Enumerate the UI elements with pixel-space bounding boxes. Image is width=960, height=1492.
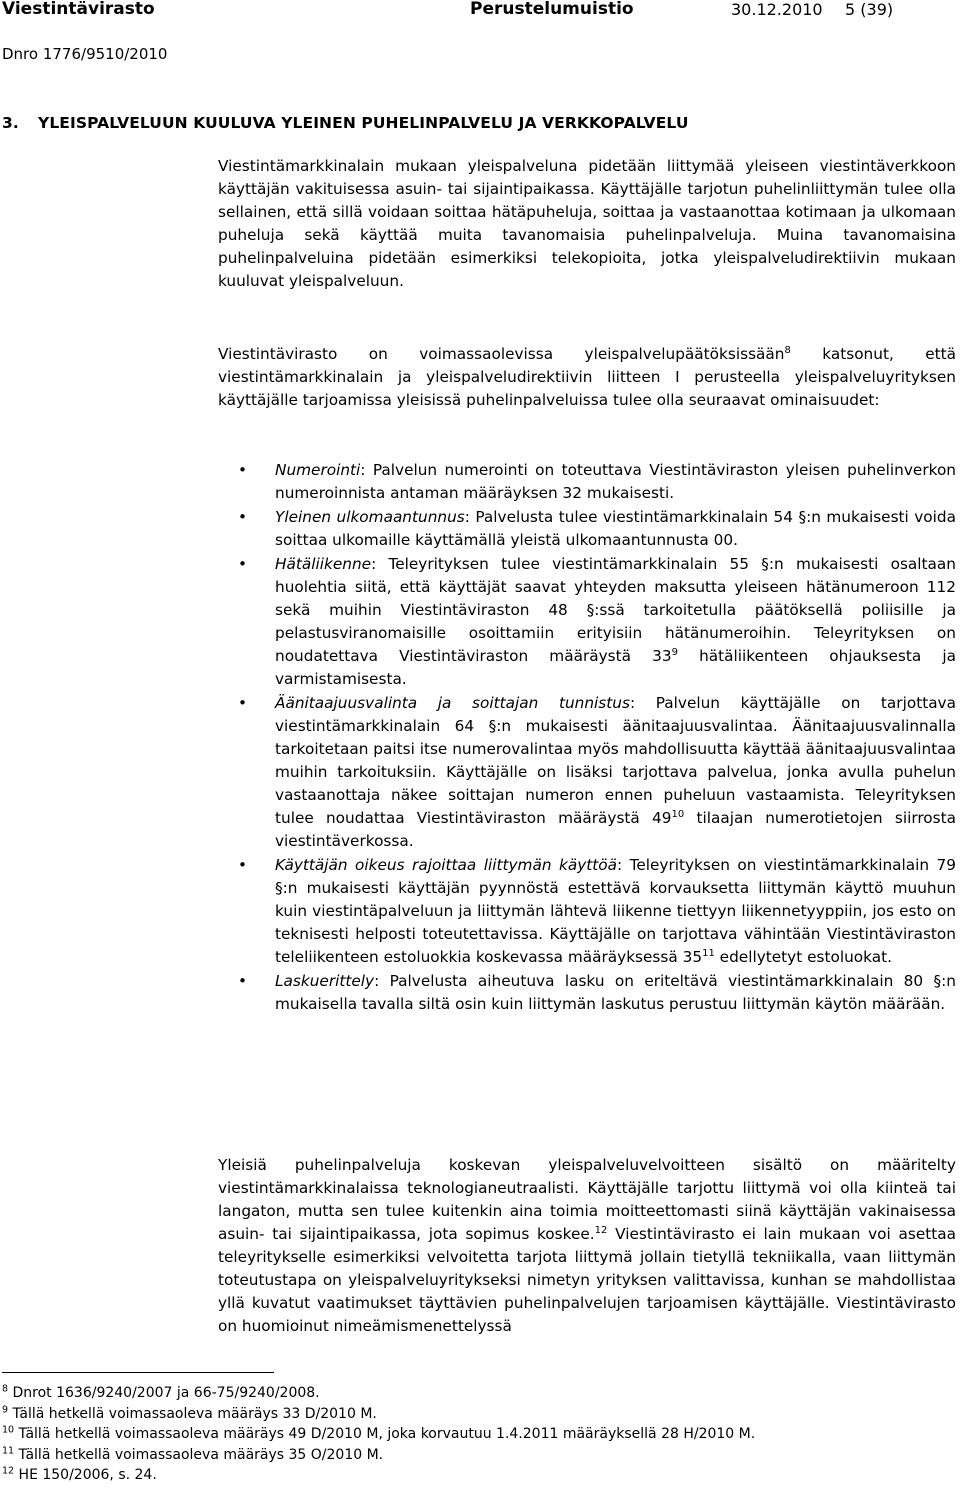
paragraph-2-text bbox=[218, 343, 956, 412]
bullet-icon: • bbox=[238, 508, 248, 526]
footnote-divider bbox=[2, 1372, 274, 1373]
list-item bbox=[218, 459, 956, 505]
list-item-text-2: hätäliikenteen ohjauksesta ja varmistamisesta. bbox=[275, 647, 956, 688]
paragraph-3 bbox=[218, 1154, 956, 1338]
footnote-text: Tällä hetkellä voimassaoleva määräys 33 D/2010 M. bbox=[8, 1405, 377, 1422]
list-item-text: : Palvelun numerointi on toteuttava Viestintäviraston yleisen puhelinverkon numeroinnista antaman määräyksen 32 mukaisesti. bbox=[275, 461, 956, 502]
section-title: YLEISPALVELUUN KUULUVA YLEINEN PUHELINPALVELU JA VERKKOPALVELU bbox=[38, 114, 689, 132]
list-item-term: Äänitaajuusvalinta ja soittajan tunnistus bbox=[275, 694, 630, 712]
paragraph-1-text: Viestintämarkkinalain mukaan yleispalveluna pidetään liittymää yleiseen viestintäverkkoon käyttäjän vakituisessa asuin- tai sijaintipaikassa. Käyttäjälle tarjotun puhelinliittymän tulee olla sellainen, että sillä voidaan soittaa hätäpuheluja, soittaa ja vastaanottaa kotimaan ja ulkomaan puheluja sekä käyttää muita tavanomaisia puhelinpalveluja. Muina tavanomaisina puhelinpalveluina pidetään esimerkiksi telekopioita, jotka yleispalveludirektiivin mukaan kuuluvat yleispalveluun. bbox=[218, 157, 956, 290]
section-number: 3. bbox=[2, 114, 19, 132]
footnote-ref: 10 bbox=[671, 808, 685, 820]
bullet-icon: • bbox=[238, 461, 248, 479]
footnote-number: 11 bbox=[2, 1444, 15, 1456]
bullet-icon: • bbox=[238, 555, 248, 573]
footnote-number: 8 bbox=[2, 1383, 9, 1395]
document-type: Perustelumuistio bbox=[470, 0, 634, 19]
feature-list bbox=[218, 459, 956, 1016]
footnotes bbox=[2, 1383, 755, 1486]
footnote bbox=[2, 1404, 755, 1425]
footnote-text: Tällä hetkellä voimassaoleva määräys 35 O/2010 M. bbox=[14, 1446, 384, 1463]
footnote bbox=[2, 1445, 755, 1466]
page-number: 5 (39) bbox=[845, 0, 894, 19]
list-item bbox=[218, 970, 956, 1016]
list-item-text: : Palvelun käyttäjälle on tarjottava viestintämarkkinalain 64 §:n mukaisesti äänitaajuusvalintaa. Äänitaajuusvalinnalla tarkoitetaan paitsi itse numerovalintaa myös mahdollisuutta käyttää äänitaajuusvalintaa muihin tarkoituksiin. Käyttäjälle on lisäksi tarjottava palvelua, jonka avulla puhelun vastaanottaja näkee soittajan numeron ennen puheluun vastaamista. Teleyrityksen tulee noudattaa Viestintäviraston määräystä 49 bbox=[275, 694, 957, 827]
footnote-text: Tällä hetkellä voimassaoleva määräys 49 D/2010 M, joka korvautuu 1.4.2011 määräyksellä 28 H/2010 M. bbox=[14, 1426, 756, 1442]
list-item-term: Yleinen ulkomaantunnus bbox=[275, 508, 465, 526]
paragraph-2-before: Viestintävirasto on voimassaolevissa yleispalvelupäätöksissään bbox=[218, 345, 785, 363]
page-header bbox=[0, 0, 960, 63]
list-item bbox=[218, 692, 956, 853]
list-item bbox=[218, 506, 956, 552]
footnote-number: 12 bbox=[2, 1465, 15, 1477]
footnote-ref: 12 bbox=[594, 1224, 608, 1236]
list-item-term: Hätäliikenne bbox=[275, 555, 372, 573]
bullet-icon: • bbox=[238, 972, 248, 990]
footnote bbox=[2, 1383, 755, 1404]
list-item-text-2: tilaajan numerotietojen siirrosta viestintäverkossa. bbox=[275, 809, 956, 850]
footnote-ref: 9 bbox=[671, 646, 678, 658]
footnote-ref: 8 bbox=[784, 344, 791, 356]
footnote-number: 9 bbox=[2, 1403, 9, 1415]
footnote-ref: 11 bbox=[702, 947, 715, 959]
bullet-icon: • bbox=[238, 694, 248, 712]
list-item bbox=[218, 854, 956, 969]
list-item-text: : Teleyrityksen tulee viestintämarkkinalain 55 §:n mukaisesti osaltaan huolehtia siitä, että käyttäjät saavat yhteyden maksutta yleiseen hätänumeroon 112 sekä muihin Viestintäviraston 48 §:ssä tarkoitetulla päätöksellä poliisille ja pelastusviranomaisille osoittamiin erityisiin hätänumeroihin. Teleyrityksen on noudatettava Viestintäviraston määräystä 33 bbox=[275, 555, 956, 665]
footnote bbox=[2, 1424, 755, 1445]
list-item-text: : Palvelusta aiheutuva lasku on eriteltävä viestintämarkkinalain 80 §:n mukaisella tavalla siltä osin kuin liittymän laskutus perustuu liittymän käytön määrään. bbox=[275, 972, 956, 1013]
paragraph-3-after: Viestintävirasto ei lain mukaan voi asettaa teleyritykselle esimerkiksi velvoitetta tarjota liittymä jollain tietyllä tekniikalla, vaan liittymän toteutustapa on yleispalveluyritykseksi nimetyn yrityksen valittavissa, kunhan se mahdollistaa yllä kuvatut vaatimukset täyttävien puhelinpalvelujen tarjoamisen käyttäjälle. Viestintävirasto on huomioinut nimeämismenettelyssä bbox=[218, 1225, 956, 1335]
section-heading bbox=[2, 114, 689, 132]
footnote-text: Dnrot 1636/9240/2007 ja 66-75/9240/2008. bbox=[8, 1385, 320, 1401]
paragraph-3-before: Yleisiä puhelinpalveluja koskevan yleispalveluvelvoitteen sisältö on määritelty viestintämarkkinalaissa teknologianeutraalisti. Käyttäjälle tarjottu liittymä voi olla kiinteä tai langaton, mutta sen tulee kuitenkin aina toimia moitteettomasti siinä käyttäjän vakinaisessa asuin- tai sijaintipaikassa, jota sopimus koskee. bbox=[218, 1156, 956, 1243]
list-item-term: Laskuerittely bbox=[275, 972, 375, 990]
footnote-number: 10 bbox=[2, 1424, 15, 1436]
document-date: 30.12.2010 bbox=[731, 0, 823, 19]
organization-name: Viestintävirasto bbox=[2, 0, 155, 19]
footnote bbox=[2, 1465, 755, 1486]
footnote-text: HE 150/2006, s. 24. bbox=[14, 1467, 157, 1483]
document-reference: Dnro 1776/9510/2010 bbox=[2, 45, 168, 63]
list-item-text: : Palvelusta tulee viestintämarkkinalain 54 §:n mukaisesti voida soittaa ulkomaille käyttämällä yleistä ulkomaantunnusta 00. bbox=[275, 508, 956, 549]
list-item-text-2: edellytetyt estoluokat. bbox=[714, 948, 892, 966]
paragraph-2-after: katsonut, että viestintämarkkinalain ja yleispalveludirektiivin liitteen I perusteella yleispalveluyrityksen käyttäjälle tarjoamissa yleisissä puhelinpalveluissa tulee olla seuraavat ominaisuudet: bbox=[218, 345, 956, 409]
paragraph-1 bbox=[218, 155, 956, 293]
list-item bbox=[218, 553, 956, 691]
list-item-text: : Teleyrityksen on viestintämarkkinalain 79 §:n mukaisesti käyttäjän pyynnöstä estettävä korvauksetta liittymän käyttö muuhun kuin viestintäpalveluun ja liittymän lähtevä liikenne tiettyyn liikennetyyppiin, jos esto on teknisesti helposti toteutettavissa. Käyttäjälle on tarjottava vähintään Viestintäviraston teleliikenteen estoluokkia koskevassa määräyksessä 35 bbox=[275, 856, 957, 966]
bullet-icon: • bbox=[238, 856, 248, 874]
list-item-term: Numerointi bbox=[275, 461, 361, 479]
paragraph-2 bbox=[218, 343, 956, 412]
paragraph-3-text bbox=[218, 1154, 956, 1338]
list-item-term: Käyttäjän oikeus rajoittaa liittymän käyttöä bbox=[275, 856, 617, 874]
